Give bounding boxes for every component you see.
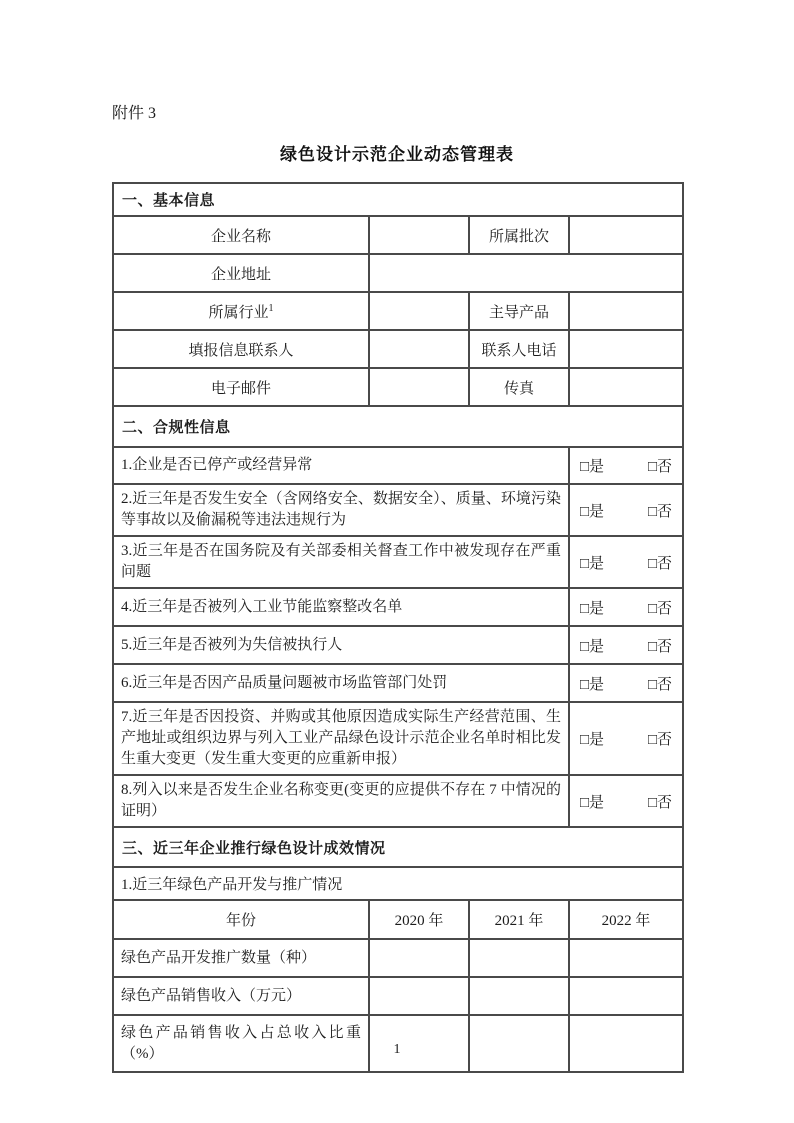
table-row: [113, 254, 683, 292]
year-2020-header: 2020 年: [369, 900, 469, 939]
year-header-row: [113, 900, 683, 939]
year-column-label: 年份: [113, 900, 369, 939]
address-input-cell[interactable]: [369, 254, 683, 292]
question-row-5: [113, 626, 683, 664]
section3-subheader: 1.近三年绿色产品开发与推广情况: [113, 867, 683, 900]
year-2022-header: 2022 年: [569, 900, 683, 939]
question-row-7: [113, 702, 683, 775]
question-text: 1.企业是否已停产或经营异常: [113, 447, 569, 484]
page-title: 绿色设计示范企业动态管理表: [280, 145, 514, 164]
value-cell-2022[interactable]: [569, 939, 683, 977]
yes-no-cell: [569, 702, 683, 775]
question-text: 5.近三年是否被列为失信被执行人: [113, 626, 569, 664]
yes-no-cell: [569, 536, 683, 588]
main-product-input-cell[interactable]: [569, 292, 683, 330]
yes-no-cell: [569, 484, 683, 536]
yes-no-cell: [569, 588, 683, 626]
metric-row-green-product-count: [113, 939, 683, 977]
yes-no-cell: [569, 626, 683, 664]
value-cell-2021[interactable]: [469, 939, 569, 977]
question-row-8: [113, 775, 683, 827]
checkbox-no[interactable]: □否: [647, 459, 673, 475]
contact-person-input-cell[interactable]: [369, 330, 469, 368]
checkbox-yes[interactable]: □是: [580, 459, 605, 475]
attachment-label: 附件 3: [112, 105, 157, 122]
table-row: [113, 330, 683, 368]
question-row-6: [113, 664, 683, 702]
question-row-4: [113, 588, 683, 626]
contact-person-label: 填报信息联系人: [113, 330, 369, 368]
question-text: 8.列入以来是否发生企业名称变更(变更的应提供不存在 7 中情况的证明）: [113, 775, 569, 827]
checkbox-yes[interactable]: □是: [580, 503, 605, 520]
industry-label-text: 所属行业: [208, 304, 269, 321]
page-number: 1: [393, 1042, 401, 1057]
industry-label: [113, 292, 369, 330]
value-cell-2021[interactable]: [469, 977, 569, 1015]
value-cell-2020[interactable]: [369, 977, 469, 1015]
checkbox-yes[interactable]: □是: [580, 732, 605, 748]
yes-no-cell: [569, 775, 683, 827]
industry-input-cell[interactable]: [369, 292, 469, 330]
year-2021-header: 2021 年: [469, 900, 569, 939]
contact-phone-label: 联系人电话: [469, 330, 569, 368]
checkbox-no[interactable]: □否: [647, 794, 673, 811]
checkbox-yes[interactable]: □是: [580, 600, 605, 617]
management-form-table: [112, 182, 684, 1073]
checkbox-no[interactable]: □否: [647, 638, 673, 655]
question-row-3: [113, 536, 683, 588]
value-cell-2022[interactable]: [569, 977, 683, 1015]
contact-phone-input-cell[interactable]: [569, 330, 683, 368]
email-label: 电子邮件: [113, 368, 369, 406]
footnote-marker: 1: [268, 302, 274, 314]
section1-header-row: [113, 183, 683, 216]
fax-label: 传真: [469, 368, 569, 406]
question-text: 7.近三年是否因投资、并购或其他原因造成实际生产经营范围、生产地址或组织边界与列入工业产品绿色设计示范企业名单时相比发生重大变更（发生重大变更的应重新申报）: [113, 702, 569, 775]
checkbox-no[interactable]: □否: [647, 600, 673, 617]
section3-subheader-row: [113, 867, 683, 900]
section3-header-row: [113, 827, 683, 867]
batch-label: 所属批次: [469, 216, 569, 254]
company-name-input-cell[interactable]: [369, 216, 469, 254]
metric-label: 绿色产品开发推广数量（种）: [113, 939, 369, 977]
company-name-label: 企业名称: [113, 216, 369, 254]
checkbox-no[interactable]: □否: [647, 676, 673, 693]
metric-label: 绿色产品销售收入（万元）: [113, 977, 369, 1015]
metric-row-green-product-revenue: [113, 977, 683, 1015]
address-label: 企业地址: [113, 254, 369, 292]
section2-header: 二、合规性信息: [113, 406, 683, 447]
table-row: [113, 216, 683, 254]
checkbox-yes[interactable]: □是: [580, 638, 605, 655]
checkbox-no[interactable]: □否: [647, 503, 673, 520]
checkbox-yes[interactable]: □是: [580, 676, 605, 693]
checkbox-yes[interactable]: □是: [580, 555, 605, 572]
metric-label: 绿色产品销售收入占总收入比重（%）: [113, 1015, 369, 1072]
question-row-1: [113, 447, 683, 484]
section3-header: 三、近三年企业推行绿色设计成效情况: [113, 827, 683, 867]
checkbox-yes[interactable]: □是: [580, 794, 605, 811]
question-text: 3.近三年是否在国务院及有关部委相关督查工作中被发现存在严重问题: [113, 536, 569, 588]
question-text: 6.近三年是否因产品质量问题被市场监管部门处罚: [113, 664, 569, 702]
value-cell-2020[interactable]: [369, 939, 469, 977]
question-text: 4.近三年是否被列入工业节能监察整改名单: [113, 588, 569, 626]
section1-header: 一、基本信息: [113, 183, 683, 216]
checkbox-no[interactable]: □否: [647, 555, 673, 572]
main-product-label: 主导产品: [469, 292, 569, 330]
email-input-cell[interactable]: [369, 368, 469, 406]
question-text: 2.近三年是否发生安全（含网络安全、数据安全）、质量、环境污染等事故以及偷漏税等违法违规行为: [113, 484, 569, 536]
batch-input-cell[interactable]: [569, 216, 683, 254]
section2-header-row: [113, 406, 683, 447]
table-row: [113, 292, 683, 330]
checkbox-no[interactable]: □否: [647, 732, 673, 748]
question-row-2: [113, 484, 683, 536]
fax-input-cell[interactable]: [569, 368, 683, 406]
yes-no-cell: [569, 447, 683, 484]
yes-no-cell: [569, 664, 683, 702]
table-row: [113, 368, 683, 406]
